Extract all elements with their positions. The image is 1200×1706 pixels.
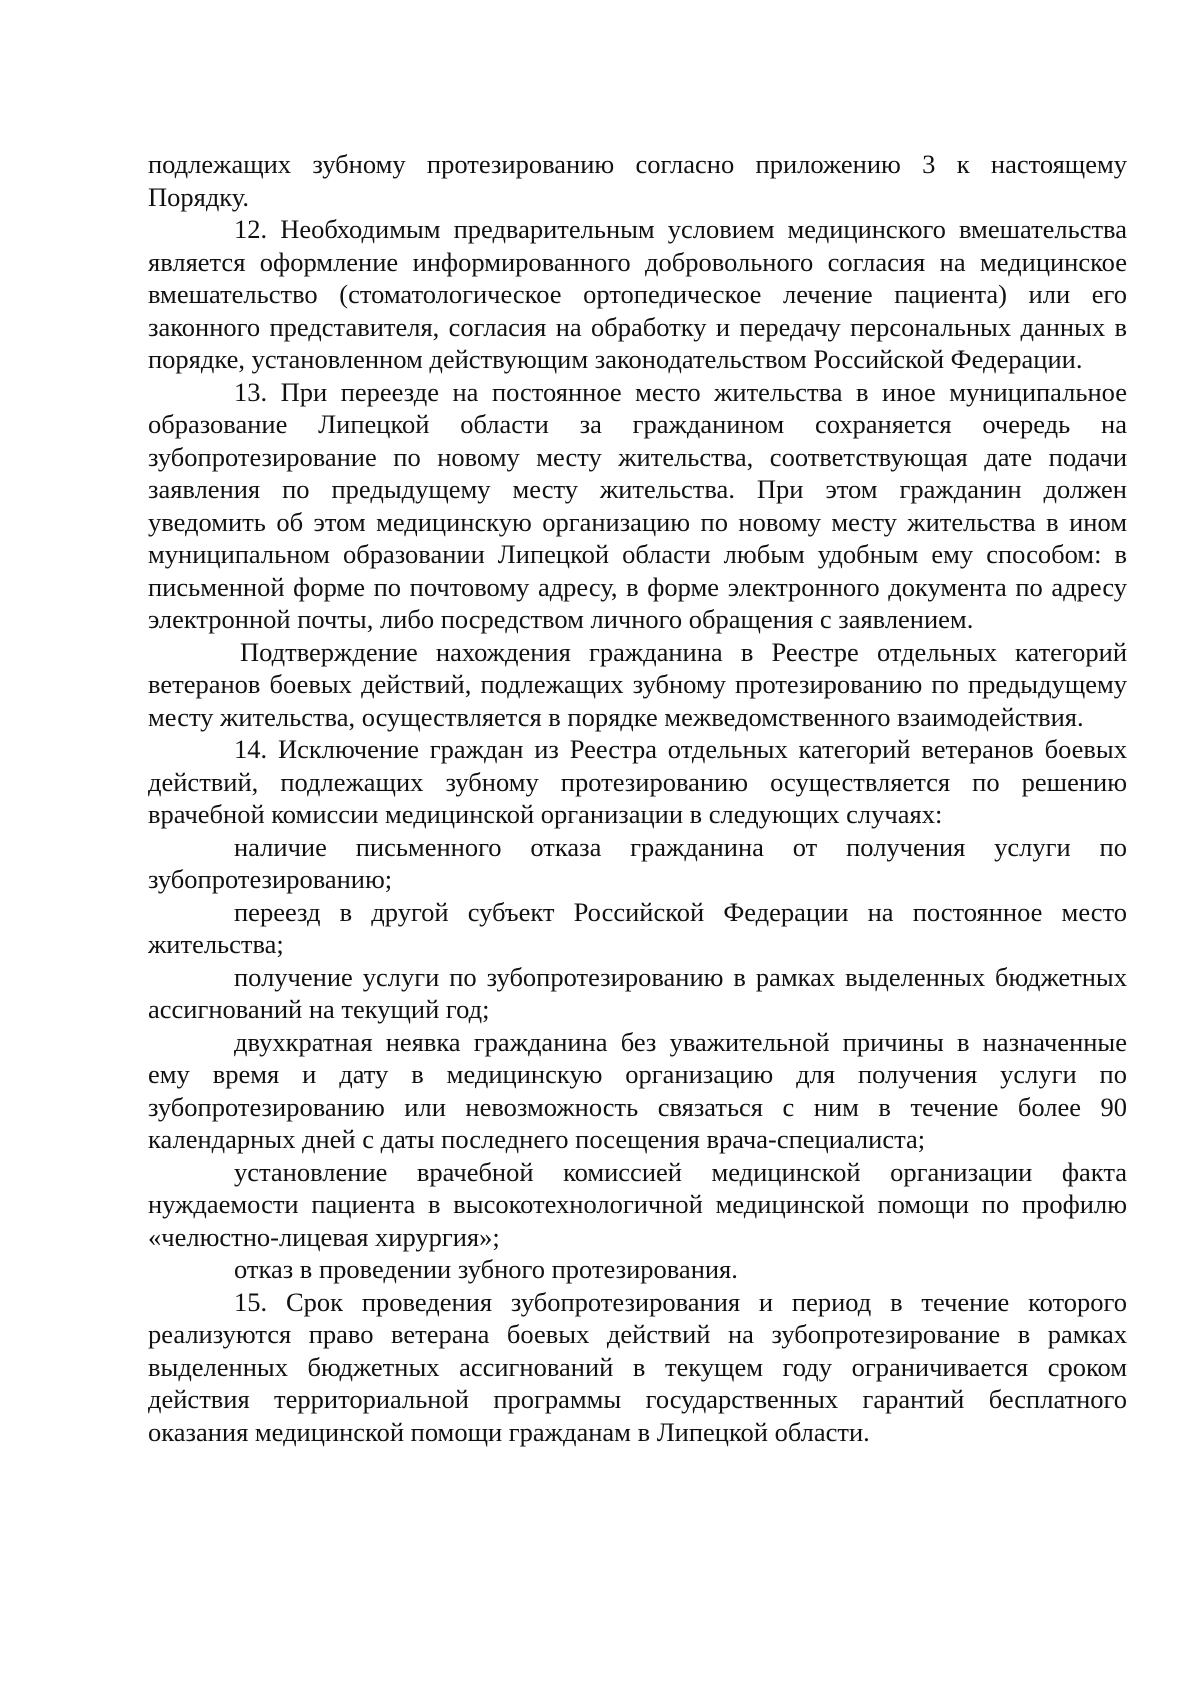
paragraph-item-15: 15. Срок проведения зубопротезирования и период в течение которого реализуются право ветерана боевых действий на зубопротезирование в рамках выделенных бюджетных ассигнований в текущем году ограничивается сроком действия территориальной программы государственных гарантий бесплатного оказания медицинской помощи гражданам в Липецкой области. — [148, 1286, 1127, 1447]
paragraph-registry-confirmation: Подтверждение нахождения гражданина в Реестре отдельных категорий ветеранов боевых действий, подлежащих зубному протезированию по предыдущему месту жительства, осуществляется в порядке межведомственного взаимодействия. — [148, 636, 1127, 732]
list-item-relocation: переезд в другой субъект Российской Федерации на постоянное место жительства; — [148, 896, 1127, 959]
list-item-high-tech-need: установление врачебной комиссией медицинской организации факта нуждаемости пациента в высокотехнологичной медицинской помощи по профилю «челюстно-лицевая хирургия»; — [148, 1156, 1127, 1252]
paragraph-item-12: 12. Необходимым предварительным условием медицинского вмешательства является оформление информированного добровольного согласия на медицинское вмешательство (стоматологическое ортопедическое лечение пациента) или его законного представителя, согласия на обработку и передачу персональных данных в порядке, установленном действующим законодательством Российской Федерации. — [148, 214, 1127, 374]
list-item-service-received: получение услуги по зубопротезированию в рамках выделенных бюджетных ассигнований на текущий год; — [148, 961, 1127, 1024]
paragraph-continuation: подлежащих зубному протезированию согласно приложению 3 к настоящему Порядку. — [148, 149, 1127, 212]
paragraph-item-13: 13. При переезде на постоянное место жительства в иное муниципальное образование Липецкой области за гражданином сохраняется очередь на зубопротезирование по новому месту жительства, соответствующая дате подачи заявления по предыдущему месту жительства. При этом гражданин должен уведомить об этом медицинскую организацию по новому месту жительства в ином муниципальном образовании Липецкой области любым удобным ему способом: в письменной форме по почтовому адресу, в форме электронного документа по адресу электронной почты, либо посредством личного обращения с заявлением. — [148, 376, 1127, 634]
document-body — [148, 148, 1127, 1448]
paragraph-item-14: 14. Исключение граждан из Реестра отдельных категорий ветеранов боевых действий, подлежащих зубному протезированию осуществляется по решению врачебной комиссии медицинской организации в следующих случаях: — [148, 734, 1127, 829]
list-item-refusal-prosthetics: отказ в проведении зубного протезирования. — [234, 1254, 738, 1284]
list-item-written-refusal: наличие письменного отказа гражданина от получения услуги по зубопротезированию; — [148, 831, 1127, 894]
list-item-no-show: двухкратная неявка гражданина без уважительной причины в назначенные ему время и дату в медицинскую организацию для получения услуги по зубопротезированию или невозможность связаться с ним в течение более 90 календарных дней с даты последнего посещения врача-специалиста; — [148, 1026, 1127, 1154]
